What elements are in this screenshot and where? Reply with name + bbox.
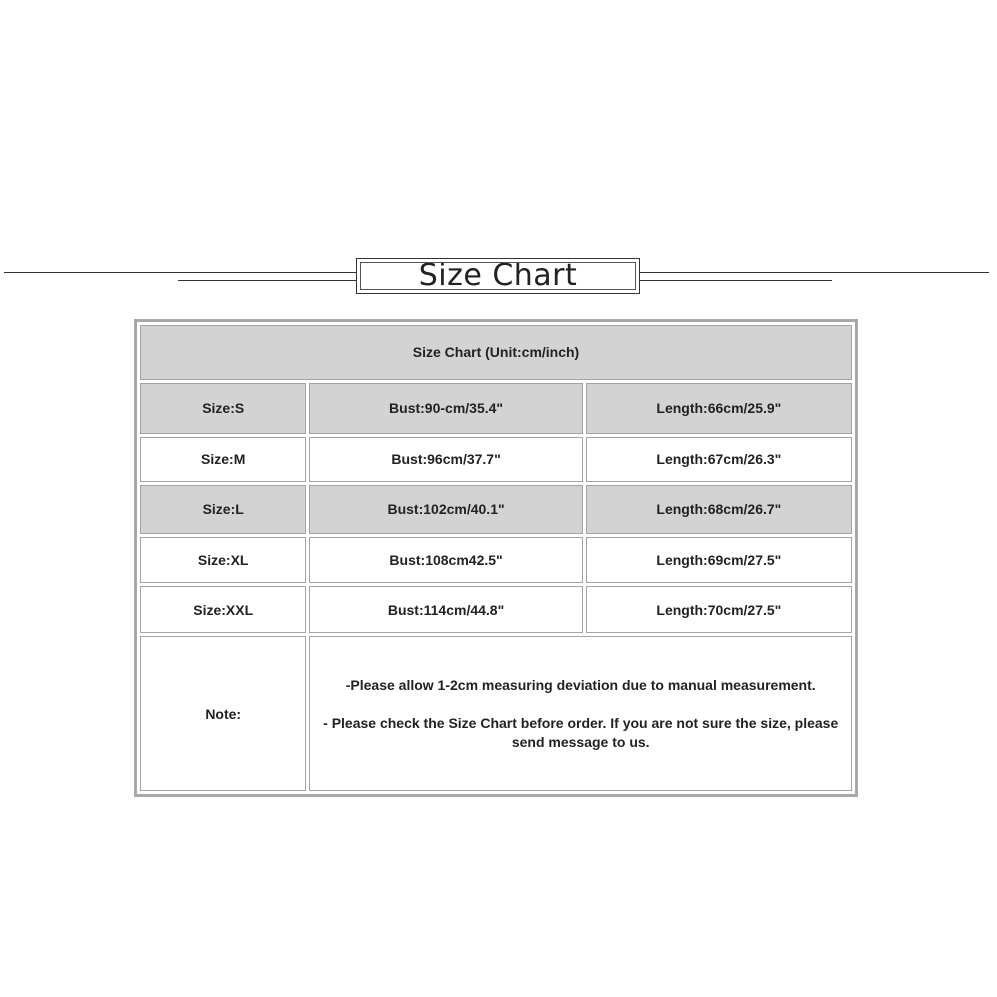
note-content bbox=[309, 636, 852, 791]
length-cell: Length:69cm/27.5" bbox=[586, 537, 852, 584]
size-table bbox=[137, 322, 855, 794]
size-cell: Size:XL bbox=[140, 537, 306, 584]
table-row-l bbox=[140, 485, 852, 534]
size-cell: Size:M bbox=[140, 437, 306, 482]
table-header-row bbox=[140, 325, 852, 380]
table-caption: Size Chart (Unit:cm/inch) bbox=[140, 325, 852, 380]
bust-cell: Bust:102cm/40.1" bbox=[309, 485, 582, 534]
bust-cell: Bust:114cm/44.8" bbox=[309, 586, 582, 633]
size-cell: Size:XXL bbox=[140, 586, 306, 633]
bust-cell: Bust:108cm42.5" bbox=[309, 537, 582, 584]
note-label: Note: bbox=[140, 636, 306, 791]
table-row-m bbox=[140, 437, 852, 482]
table-row-xl bbox=[140, 537, 852, 584]
note-line-1: -Please allow 1-2cm measuring deviation due to manual measurement. bbox=[345, 676, 816, 693]
size-chart-table bbox=[134, 319, 858, 797]
table-row-xxl bbox=[140, 586, 852, 633]
bust-cell: Bust:90-cm/35.4" bbox=[309, 383, 582, 434]
table-row-s bbox=[140, 383, 852, 434]
length-cell: Length:68cm/26.7" bbox=[586, 485, 852, 534]
page-title: Size Chart bbox=[418, 258, 578, 293]
note-line-2: - Please check the Size Chart before order. If you are not sure the size, please send message to us. bbox=[323, 714, 839, 750]
length-cell: Length:67cm/26.3" bbox=[586, 437, 852, 482]
length-cell: Length:70cm/27.5" bbox=[586, 586, 852, 633]
table-row-note bbox=[140, 636, 852, 791]
bust-cell: Bust:96cm/37.7" bbox=[309, 437, 582, 482]
length-cell: Length:66cm/25.9" bbox=[586, 383, 852, 434]
size-cell: Size:S bbox=[140, 383, 306, 434]
size-cell: Size:L bbox=[140, 485, 306, 534]
title-box bbox=[356, 258, 640, 294]
